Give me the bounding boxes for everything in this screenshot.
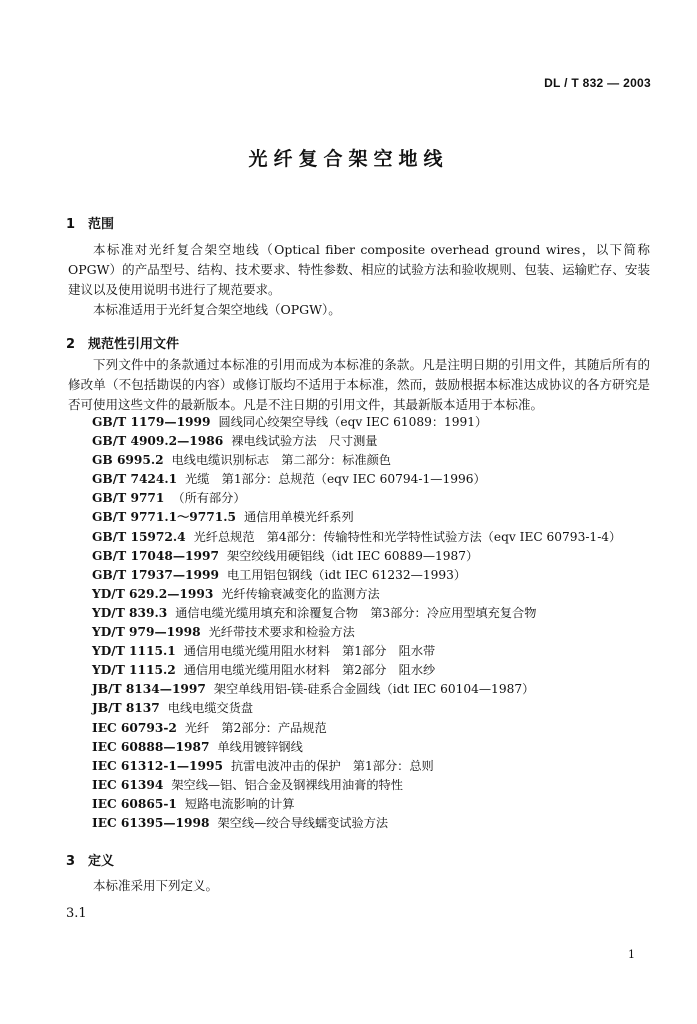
reference-item [92,738,621,757]
reference-title: 通信电缆光缆用填充和涂覆复合物 第3部分：冷应用型填充复合物 [175,605,537,620]
reference-title: 架空线—铝、铝合金及钢裸线用油膏的特性 [171,777,403,792]
reference-title: 通信用电缆光缆用阻水材料 第1部分 阻水带 [183,644,436,659]
reference-item [92,680,621,699]
reference-item [92,623,621,642]
reference-code: GB 6995.2 [92,453,164,468]
reference-title: 架空绞线用硬铝线（idt IEC 60889—1987） [226,548,479,563]
reference-item [92,814,621,833]
reference-code: YD/T 629.2—1993 [92,586,214,601]
reference-item [92,585,621,604]
reference-item [92,489,621,508]
page-number: 1 [628,948,635,961]
reference-title: 电工用铝包钢线（idt IEC 61232—1993） [226,567,467,582]
reference-item [92,470,621,489]
section-2-heading [66,333,179,352]
reference-title: 光纤传输衰减变化的监测方法 [221,586,380,601]
reference-item [92,432,621,451]
reference-title: 短路电流影响的计算 [184,796,295,811]
reference-item [92,719,621,738]
reference-code: YD/T 979—1998 [92,625,201,640]
reference-title: 裸电线试验方法 尺寸测量 [231,434,378,449]
reference-code: IEC 60865-1 [92,796,177,811]
section-3-heading [66,850,114,869]
reference-code: GB/T 9771.1～9771.5 [92,510,236,525]
reference-code: GB/T 9771 [92,491,165,506]
document-title: 光纤复合架空地线 [248,148,449,170]
reference-title: 光缆 第1部分：总规范（eqv IEC 60794-1—1996） [185,472,486,487]
reference-item [92,757,621,776]
section-2-number: 2 [66,337,76,352]
section-1-paragraph-1: 本标准对光纤复合架空地线（Optical fiber composite overhead ground wires，以下简称OPGW）的产品型号、结构、技术要求、特性参数、相应的试验方法和验收规则、包装、运输贮存、安装建议以及使用说明书进行了规范要求。 [68,242,650,297]
reference-item [92,451,621,470]
section-2-title: 规范性引用文件 [88,337,180,352]
section-2-intro: 下列文件中的条款通过本标准的引用而成为本标准的条款。凡是注明日期的引用文件，其随后所有的修改单（不包括勘误的内容）或修订版均不适用于本标准，然而，鼓励根据本标准达成协议的各方研究是否可使用这些文件的最新版本。凡是不注日期的引用文件，其最新版本适用于本标准。 [68,357,650,412]
reference-item [92,776,621,795]
reference-code: YD/T 1115.2 [92,663,176,678]
section-1-paragraph-2: 本标准适用于光纤复合架空地线（OPGW）。 [93,302,341,317]
reference-item [92,413,621,432]
section-3-title: 定义 [88,854,115,869]
section-1-heading [66,213,114,232]
reference-list [92,413,621,833]
reference-title: （所有部分） [172,491,246,506]
reference-title: 抗雷电波冲击的保护 第1部分：总则 [230,758,434,773]
reference-code: GB/T 15972.4 [92,529,186,544]
reference-code: IEC 60793-2 [92,720,177,735]
reference-item [92,795,621,814]
reference-item [92,699,621,718]
reference-code: IEC 61395—1998 [92,815,210,830]
reference-code: GB/T 4909.2—1986 [92,434,224,449]
reference-code: GB/T 17048—1997 [92,548,219,563]
section-3-paragraph-1: 本标准采用下列定义。 [93,878,219,893]
subsection-3-1-number: 3.1 [66,906,87,921]
reference-title: 通信用单模光纤系列 [243,510,354,525]
reference-title: 光纤带技术要求和检验方法 [208,625,355,640]
section-3-number: 3 [66,854,76,869]
reference-code: YD/T 1115.1 [92,644,176,659]
reference-code: GB/T 7424.1 [92,472,178,487]
reference-code: YD/T 839.3 [92,605,168,620]
reference-item [92,661,621,680]
reference-item [92,642,621,661]
reference-title: 单线用镀锌钢线 [217,739,303,754]
reference-title: 光纤 第2部分：产品规范 [184,720,327,735]
reference-code: IEC 61312-1—1995 [92,758,223,773]
reference-item [92,566,621,585]
reference-title: 电线电缆交货盘 [167,701,254,716]
reference-title: 圆线同心绞架空导线（eqv IEC 61089：1991） [218,415,488,429]
reference-title: 架空线—绞合导线蠕变试验方法 [217,815,389,830]
section-1-number: 1 [66,217,76,232]
reference-code: JB/T 8137 [92,701,160,716]
reference-item [92,604,621,623]
reference-code: IEC 60888—1987 [92,739,210,754]
reference-item [92,508,621,527]
standard-code: DL / T 832 — 2003 [544,76,651,90]
reference-item [92,528,621,547]
reference-title: 电线电缆识别标志 第二部分：标准颜色 [171,453,391,468]
reference-title: 光纤总规范 第4部分：传输特性和光学特性试验方法（eqv IEC 60793-1-4） [193,529,622,544]
reference-code: GB/T 1179—1999 [92,415,211,429]
reference-code: IEC 61394 [92,777,164,792]
reference-title: 架空单线用铝-镁-硅系合金圆线（idt IEC 60104—1987） [213,682,535,697]
reference-title: 通信用电缆光缆用阻水材料 第2部分 阻水纱 [183,663,436,678]
reference-item [92,547,621,566]
reference-code: GB/T 17937—1999 [92,567,219,582]
section-1-title: 范围 [88,217,115,232]
reference-code: JB/T 8134—1997 [92,682,206,697]
